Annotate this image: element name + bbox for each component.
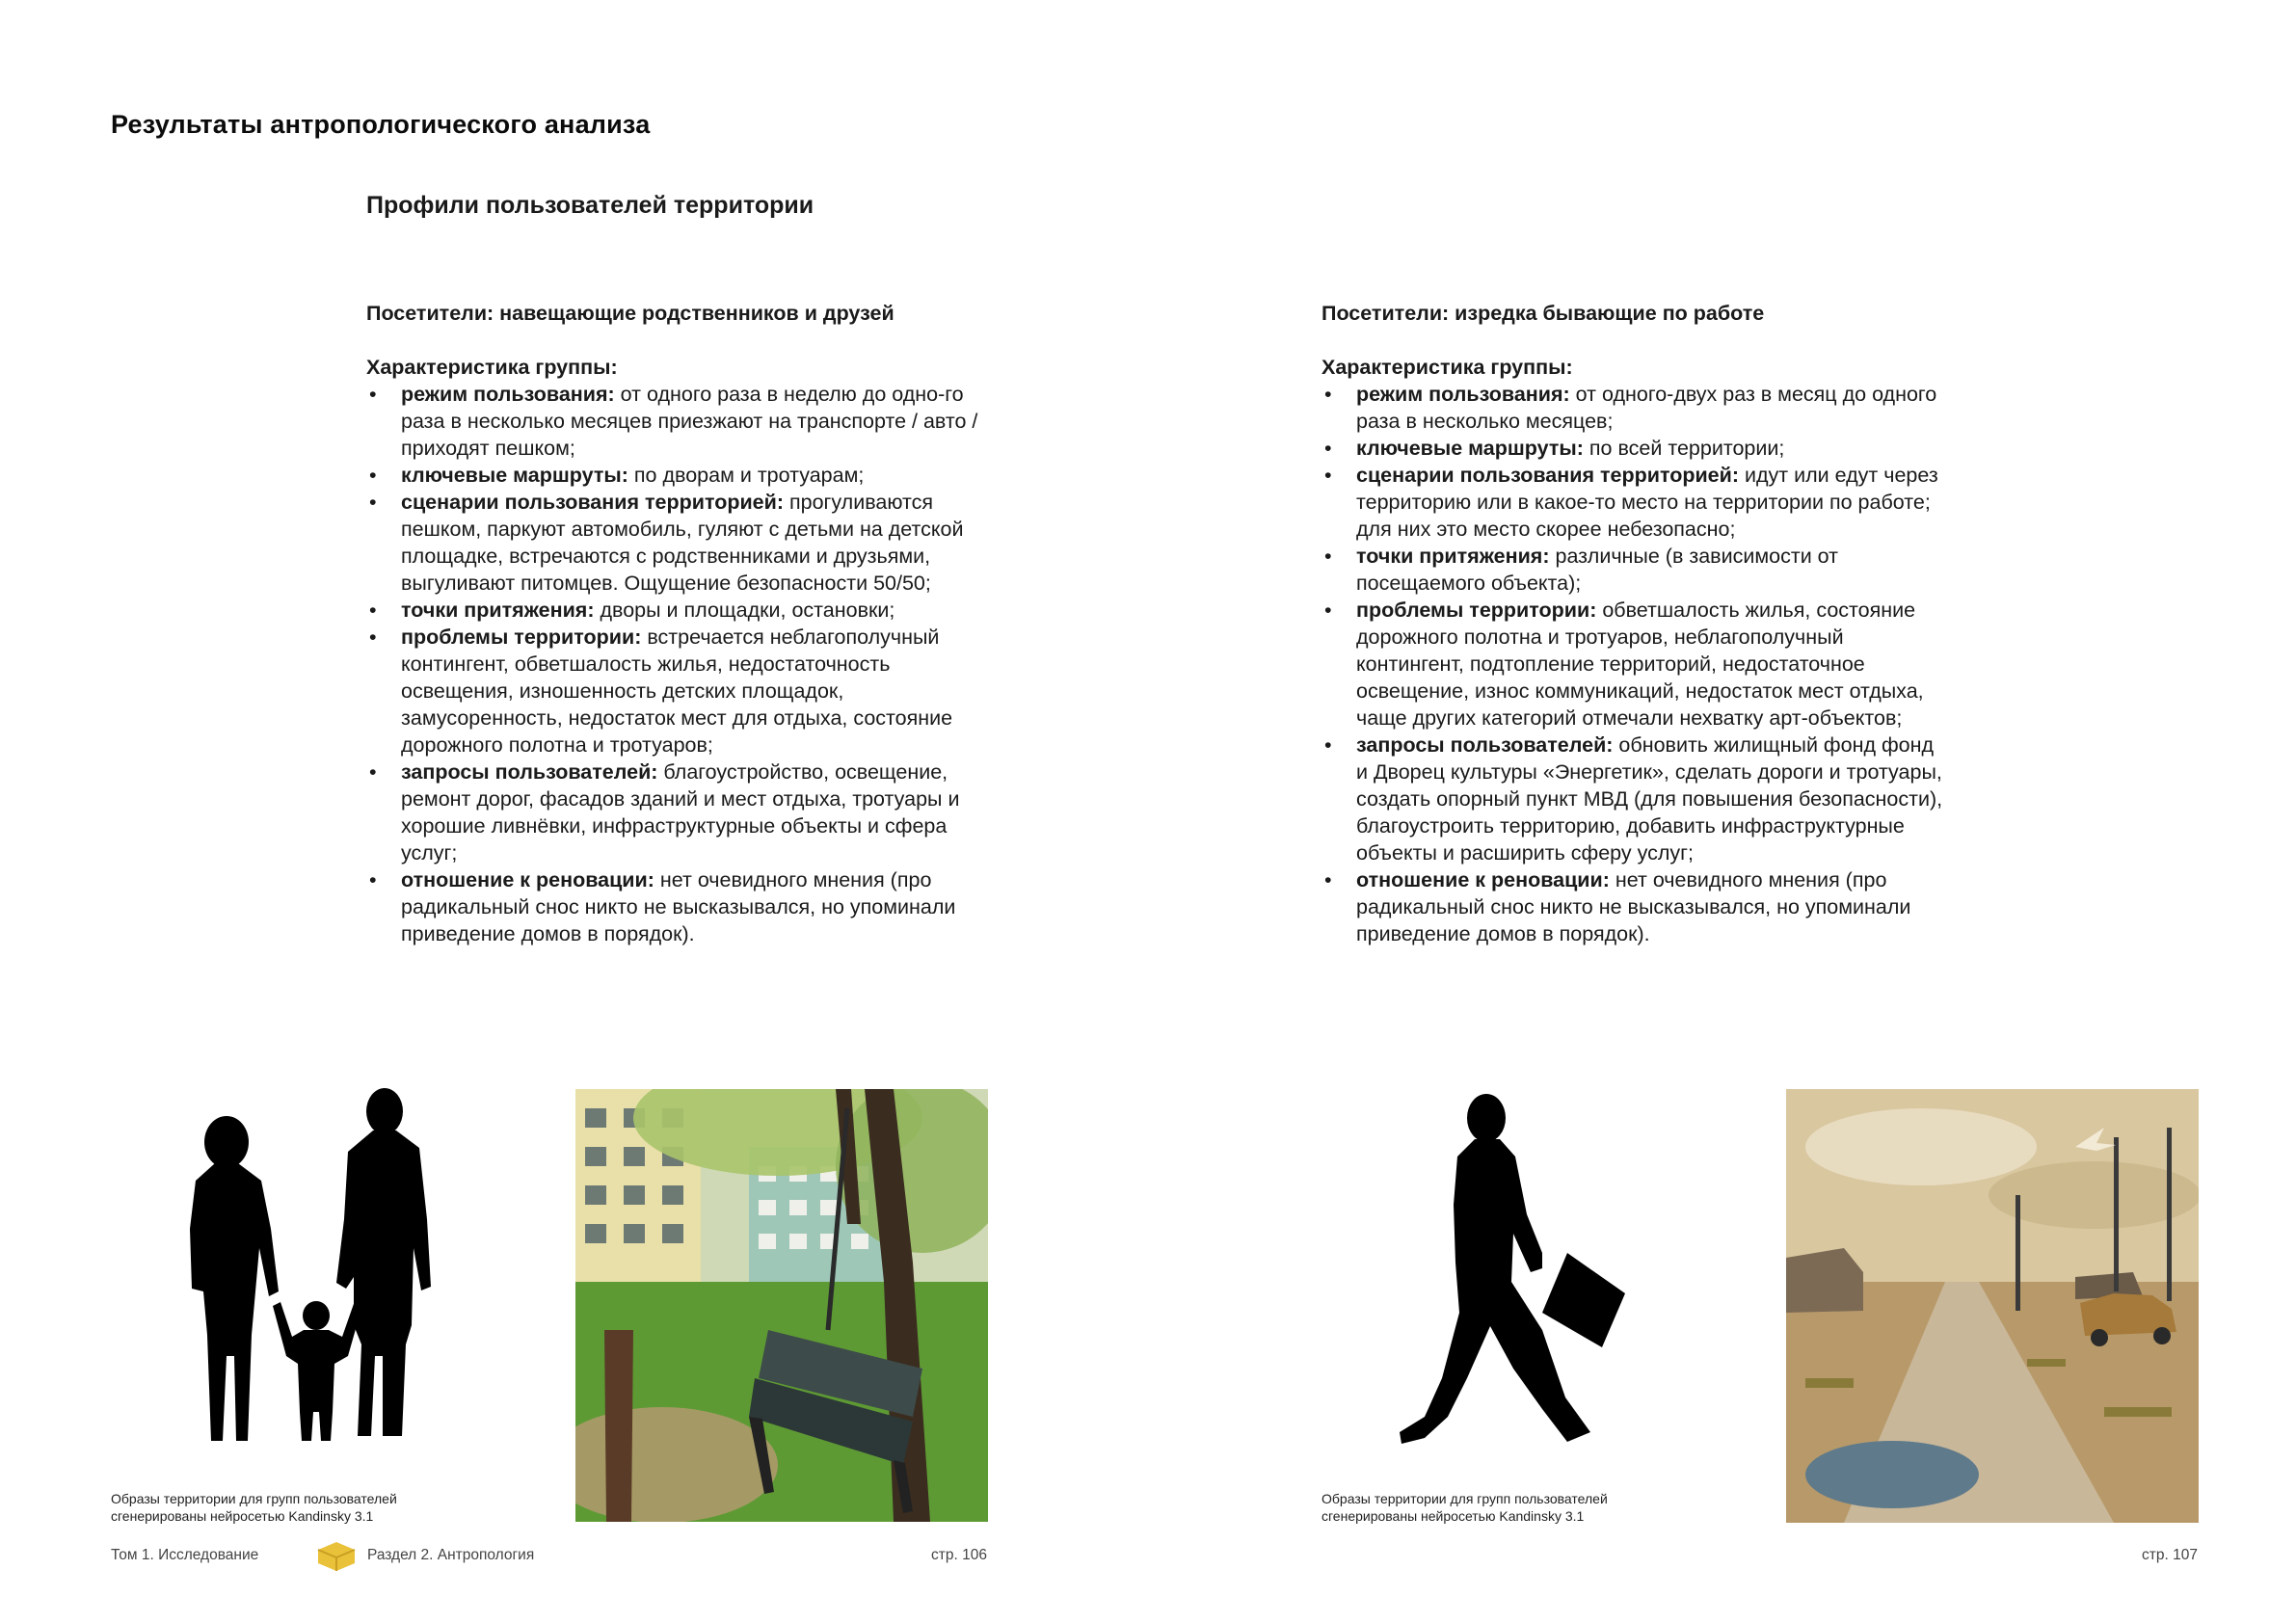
list-item: • ключевые маршруты: по всей территории;	[1322, 435, 1948, 462]
page-number-right: стр. 107	[2142, 1547, 2198, 1563]
list-item: • точки притяжения: различные (в зависимости от посещаемого объекта);	[1322, 543, 1948, 597]
list-item: • режим пользования: от одного раза в неделю до одно-го раза в несколько месяцев приезжают на транспорте / авто / приходят пешком;	[366, 381, 1002, 462]
list-item: • запросы пользователей: благоустройство, освещение, ремонт дорог, фасадов зданий и мест отдыха, тротуары и хорошие ливнёвки, инфраструктурные объекты и сфера услуг;	[366, 758, 1002, 866]
list-item: • отношение к реновации: нет очевидного мнения (про радикальный снос никто не высказывался, но упоминали приведение домов в порядок).	[366, 866, 1002, 947]
page-number-left: стр. 106	[931, 1547, 987, 1563]
list-item: • отношение к реновации: нет очевидного мнения (про радикальный снос никто не высказывался, но упоминали приведение домов в порядок).	[1322, 866, 1948, 947]
right-image-caption: Образы территории для групп пользователей сгенерированы нейросетью Kandinsky 3.1	[1322, 1491, 1608, 1524]
left-characteristics-heading: Характеристика группы:	[366, 356, 618, 379]
businessman-silhouette-icon	[1398, 1089, 1629, 1455]
list-item: • проблемы территории: обветшалость жилья, состояние дорожного полотна и тротуаров, неблагополучный контингент, подтопление территорий, недостаточное освещение, износ коммуникаций, недостаток мест отдыха, чаще других категорий отмечали нехватку арт-объектов;	[1322, 597, 1948, 732]
right-characteristics-heading: Характеристика группы:	[1322, 356, 1573, 379]
list-item: • запросы пользователей: обновить жилищный фонд фонд и Дворец культуры «Энергетик», сделать дороги и тротуары, создать опорный пункт МВД (для повышения безопасности), благоустроить территорию, добавить инфраструктурные объекты и расширить сферу услуг;	[1322, 732, 1948, 866]
left-image-caption: Образы территории для групп пользователей сгенерированы нейросетью Kandinsky 3.1	[111, 1491, 397, 1524]
list-item: • сценарии пользования территорией: идут или едут через территорию или в какое-то место на территории по работе; для них это место скорее небезопасно;	[1322, 462, 1948, 543]
right-profile	[1322, 300, 1948, 947]
list-item: • точки притяжения: дворы и площадки, остановки;	[366, 597, 1002, 624]
footer-volume: Том 1. Исследование	[111, 1547, 259, 1563]
playground-swing-image	[575, 1089, 988, 1522]
left-group-title: Посетители: навещающие родственников и друзей	[366, 302, 894, 325]
list-item: • ключевые маршруты: по дворам и тротуарам;	[366, 462, 1002, 489]
list-item: • проблемы территории: встречается неблагополучный контингент, обветшалость жилья, недостаточность освещения, изношенность детских площадок, замусоренность, недостаток мест для отдыха, состояние дорожного полотна и тротуаров;	[366, 624, 1002, 758]
family-silhouette-icon	[178, 1084, 458, 1450]
section-subtitle: Профили пользователей территории	[366, 192, 814, 219]
right-group-title: Посетители: изредка бывающие по работе	[1322, 302, 1765, 325]
footer-section: Раздел 2. Антропология	[367, 1547, 535, 1563]
page-title: Результаты антропологического анализа	[111, 110, 651, 139]
section-logo-icon	[314, 1538, 359, 1573]
wasteland-road-image	[1786, 1089, 2199, 1523]
left-characteristics-list	[366, 381, 1002, 947]
left-profile	[366, 300, 1002, 947]
list-item: • режим пользования: от одного-двух раз в месяц до одного раза в несколько месяцев;	[1322, 381, 1948, 435]
right-characteristics-list	[1322, 381, 1948, 947]
list-item: • сценарии пользования территорией: прогуливаются пешком, паркуют автомобиль, гуляют с детьми на детской площадке, встречаются с родственниками и друзьями, выгуливают питомцев. Ощущение безопасности 50/50;	[366, 489, 1002, 597]
